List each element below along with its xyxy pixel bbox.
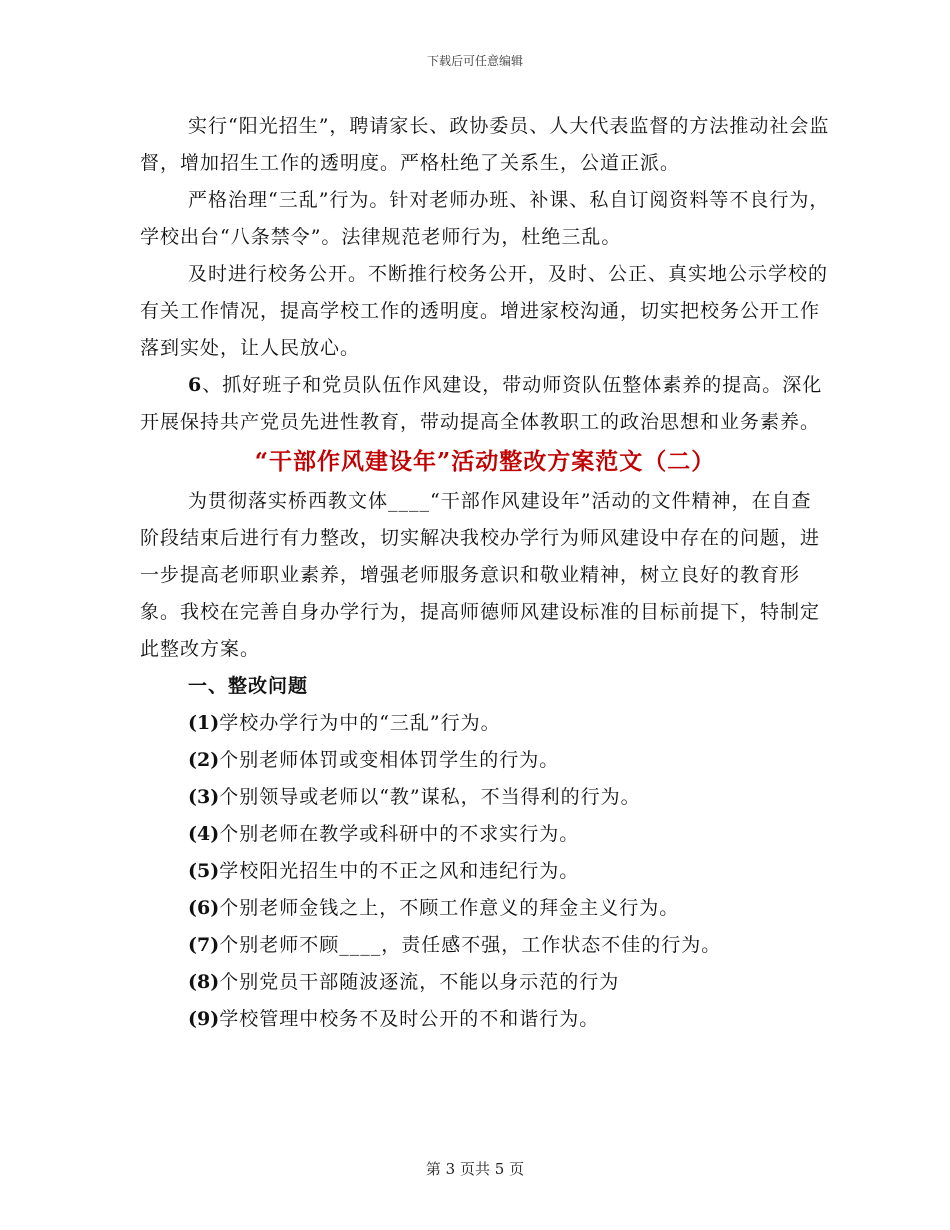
intro-text-rest: “干部作风建设年”活动的文件精神，在自查阶段结束后进行有力整改，切实解决我校办学行为师风建设中存在的问题，进一步提高老师职业素养，增强老师服务意识和敬业精神，树立良好的教育形象。我校在完善自身办学行为，提高师德师风建设标准的目标前提下，特制定此整改方案。: [140, 490, 821, 660]
item-6-number: 6: [188, 374, 203, 396]
issue-item: [140, 705, 830, 742]
issue-text-start: 个别老师不顾: [219, 934, 340, 956]
intro-blank: ____: [388, 490, 431, 512]
issue-number: (7): [188, 934, 220, 956]
intro-text-start: 为贯彻落实桥西教文体: [188, 490, 389, 512]
page-header: 下载后可任意编辑: [426, 54, 523, 68]
issue-item: [140, 964, 830, 1001]
issue-blank: ____: [339, 934, 382, 956]
issue-text-rest: ，责任感不强，工作状态不佳的行为。: [381, 934, 722, 956]
issue-number: (9): [188, 1008, 220, 1030]
intro-paragraph: [140, 483, 830, 668]
paragraph-sunshine-enrollment: 实行“阳光招生”，聘请家长、政协委员、人大代表监督的方法推动社会监督，增加招生工作的透明度。严格杜绝了关系生，公道正派。: [140, 115, 830, 174]
issue-number: (2): [188, 749, 220, 771]
issue-text: 个别老师体罚或变相体罚学生的行为。: [219, 749, 560, 771]
issue-item: [140, 927, 830, 964]
issue-text: 个别老师在教学或科研中的不求实行为。: [219, 823, 580, 845]
issue-number: (6): [188, 897, 220, 919]
issue-number: (3): [188, 786, 220, 808]
issue-item: [140, 890, 830, 927]
paragraph-affairs-disclosure: 及时进行校务公开。不断推行校务公开，及时、公正、真实地公示学校的有关工作情况，提高学校工作的透明度。增进家校沟通，切实把校务公开工作落到实处，让人民放心。: [140, 263, 829, 359]
issue-text: 学校办学行为中的“三乱”行为。: [219, 712, 501, 734]
issue-number: (4): [188, 823, 220, 845]
issue-text: 学校管理中校务不及时公开的不和谐行为。: [219, 1008, 600, 1030]
issue-number: (1): [188, 712, 220, 734]
issue-text: 个别党员干部随波逐流，不能以身示范的行为: [219, 971, 620, 993]
issue-text: 个别领导或老师以“教”谋私，不当得利的行为。: [219, 786, 641, 808]
paragraph-three-chaos: 严格治理“三乱”行为。针对老师办班、补课、私自订阅资料等不良行为，学校出台“八条禁令”。法律规范老师行为，杜绝三乱。: [140, 189, 830, 248]
document-body: [140, 108, 830, 1038]
issue-item: [140, 779, 830, 816]
item-6-text: 、抓好班子和党员队伍作风建设，带动师资队伍整体素养的提高。深化开展保持共产党员先进性教育，带动提高全体教职工的政治思想和业务素养。: [140, 374, 823, 433]
heading-rectification-issues: 一、整改问题: [188, 675, 309, 697]
issue-text: 学校阳光招生中的不正之风和违纪行为。: [219, 860, 580, 882]
issue-number: (5): [188, 860, 220, 882]
issue-item: [140, 742, 830, 779]
paragraph-item-6: [140, 367, 830, 441]
issue-text: 个别老师金钱之上，不顾工作意义的拜金主义行为。: [219, 897, 680, 919]
issue-number: (8): [188, 971, 220, 993]
issue-item: [140, 816, 830, 853]
issue-item: [140, 853, 830, 890]
section-title: “干部作风建设年”活动整改方案范文（二）: [254, 448, 716, 475]
page-footer: 第 3 页共 5 页: [425, 1160, 525, 1178]
issue-item: [140, 1001, 830, 1038]
